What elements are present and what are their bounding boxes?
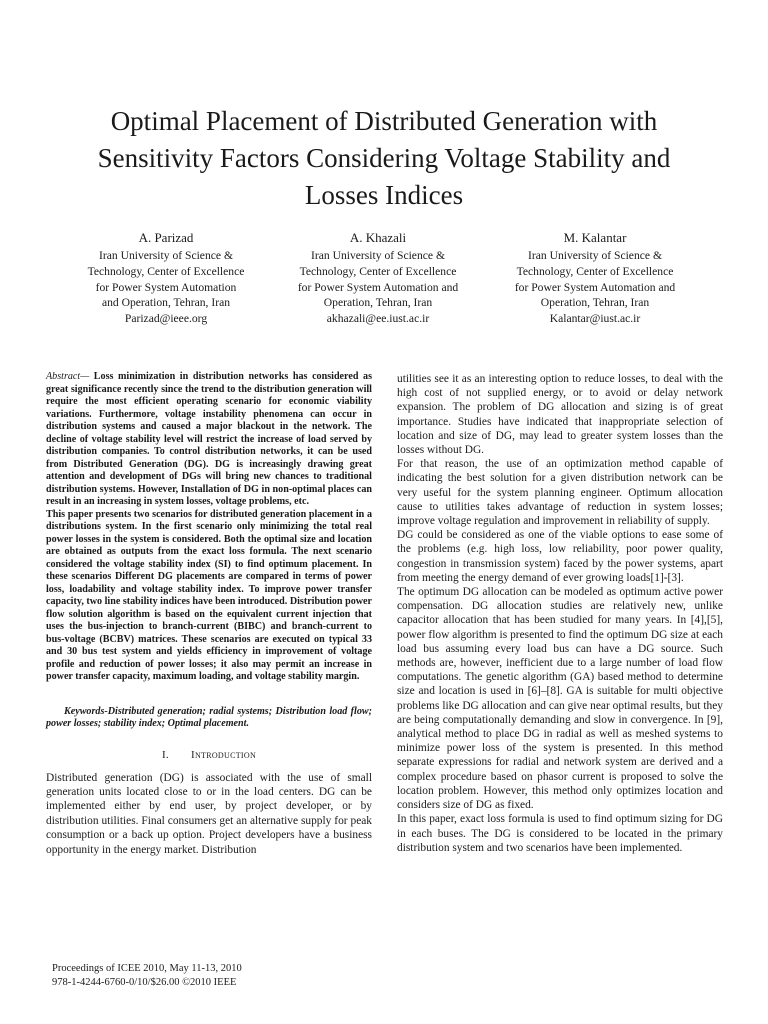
author-email: Kalantar@iust.ac.ir <box>549 312 641 326</box>
right-column <box>397 372 723 855</box>
author-affiliation-line: for Power System Automation and <box>297 280 459 294</box>
title-line: Losses Indices <box>304 180 464 210</box>
body-paragraph: utilities see it as an interesting option to reduce losses, to deal with the high cost of not supplied energy, or to avoid or delay network expansion. The problem of DG allocation and sizing is of great importance. Studies have indicated that inappropriate selection of location and size of DG, may lead to greater system losses than the losses without DG. <box>397 373 723 457</box>
author-affiliation-line: Iran University of Science & <box>99 249 233 262</box>
abstract-text: Loss minimization in distribution networks has considered as great significance recently since the trend to the distribution generation will require the most efficient operating scenario for economic viability variations. Furthermore, voltage instability phenomena can occur in distribution systems and caused a major blackout in the network. The decline of voltage stability level will restrict the increase of load served by distribution companies. To control distribution networks, it can be used from Distributed Generation (DG). DG is increasingly drawing great attention and development of DGs will bring new chances to traditional distribution systems. However, Installation of DG in non-optimal places can result in an increasing in system losses, voltage problems, etc. <box>46 371 372 507</box>
author-email: Parizad@ieee.org <box>124 312 208 326</box>
author-affiliation-line: for Power System Automation <box>95 280 237 294</box>
body-paragraph: The optimum DG allocation can be modeled as optimum active power compensation. DG allocation studies are relatively new, unlike capacitor allocation that has been studied for many years. In [4],[5], power flow algorithm is presented to find the optimum DG size at each load bus assuming every load bus can have a DG source. Such methods are, however, inefficient due to a large number of load flow computations. The genetic algorithm (GA) based method to determine size and location is used in [6]–[8]. GA is suitable for multi objective problems like DG allocation and can give near optimal results, but they are being computationally demanding and slow in convergence. In [9], analytical method to place DG in radial as well as meshed systems to minimize power loss of the system is presented. In this method separate expressions for radial and network system are derived and a complex procedure based on phasor current is proposed to solve the location problem. However, this method only optimizes location and considers size of DG as fixed. <box>397 586 723 812</box>
author-affiliation-line: Technology, Center of Excellence <box>516 264 674 278</box>
author-block-khazali <box>268 230 488 327</box>
abstract-lead: Abstract— <box>46 371 90 382</box>
author-name: M. Kalantar <box>563 230 627 245</box>
abstract-paragraph <box>46 371 372 509</box>
section-heading <box>46 749 372 762</box>
footer-proceedings: Proceedings of ICEE 2010, May 11-13, 2010 <box>52 963 242 974</box>
title-line: Sensitivity Factors Considering Voltage Stability and <box>97 143 671 173</box>
body-paragraph: DG could be considered as one of the viable options to ease some of the problems (e.g. high loss, low reliability, poor power quality, congestion in transmission system) faced by the power systems, apart from meeting the energy demand of ever growing loads[1]-[3]. <box>397 529 723 584</box>
author-affiliation-line: for Power System Automation and <box>514 280 676 294</box>
section-title: Introduction <box>190 748 257 761</box>
author-name: A. Khazali <box>349 230 407 245</box>
footer-copyright: 978-1-4244-6760-0/10/$26.00 ©2010 IEEE <box>52 976 237 988</box>
author-affiliation-line: Operation, Tehran, Iran <box>540 296 650 310</box>
body-paragraph: In this paper, exact loss formula is used to find optimum sizing for DG in each buses. The DG is considered to be located in the primary distribution system and two scenarios have been implemented. <box>397 813 723 854</box>
abstract-paragraph-2: This paper presents two scenarios for distributed generation placement in a distributions system. In the first scenario only minimizing the total real power losses in the system is considered. Both the optimal size and location are obtained as outputs from the exact loss formula. The next scenario considered the voltage stability index (SI) to find optimum placement. In these scenarios Different DG placements are compared in terms of power loss, loadability and voltage stability index. To improve power transfer capacity, two line stability indices have been introduced. Distribution power flow solution algorithm is based on the equivalent current injection that uses the bus-injection to branch-current (BIBC) and branch-current to bus-voltage (BCBV) matrices. These scenarios are executed on typical 33 and 30 bus test system and yields efficiency in improvement of voltage profile and reduction of power losses; it also may permit an increase in power transfer capacity, maximum loading, and voltage stability margin. <box>46 508 372 682</box>
author-block-kalantar <box>485 230 705 327</box>
author-affiliation-line: Operation, Tehran, Iran <box>323 296 433 310</box>
author-affiliation-line: and Operation, Tehran, Iran <box>101 296 231 310</box>
author-affiliation-line: Technology, Center of Excellence <box>299 264 457 278</box>
title-line: Optimal Placement of Distributed Generation with <box>110 106 658 136</box>
author-affiliation-line: Technology, Center of Excellence <box>87 264 245 278</box>
author-affiliation-line: Iran University of Science & <box>311 249 445 262</box>
author-name: A. Parizad <box>138 230 194 245</box>
author-affiliation-line: Iran University of Science & <box>528 249 662 262</box>
body-paragraph: For that reason, the use of an optimization method capable of indicating the best solution for a given distribution network can be very useful for the system planning engineer. Optimum allocation cause to utilities takes advantage of reduction in system losses; improve voltage regulation and improvement in reliability of supply. <box>397 458 723 528</box>
section-number: I. <box>161 748 169 761</box>
author-email: akhazali@ee.iust.ac.ir <box>326 312 430 326</box>
paper-title <box>40 103 728 214</box>
left-column <box>46 371 372 857</box>
intro-paragraph: Distributed generation (DG) is associated with the use of small generation units located close to or in the load centers. DG can be implemented either by end user, by project developer, or by distribution utilities. Final consumers get an alternative supply for peak consumption or a back up option. Project developers have a business opportunity in the energy market. Distribution <box>46 771 372 856</box>
keywords: Keywords-Distributed generation; radial systems; Distribution load flow; power losses; stability index; Optimal placement. <box>46 705 372 729</box>
author-block-parizad <box>56 230 276 327</box>
proceedings-footer <box>52 962 242 989</box>
